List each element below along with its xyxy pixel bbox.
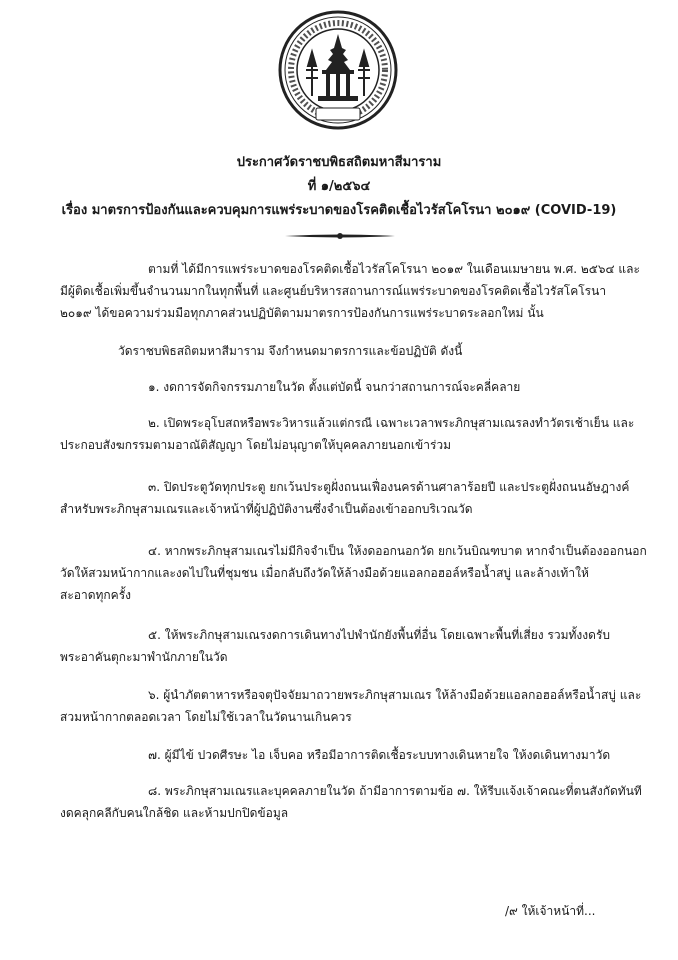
measure-line: ๓. ปิดประตูวัดทุกประตู ยกเว้นประตูฝั่งถนนเฟื่องนครด้านศาลาร้อยปี และประตูฝั่งถนนอัษฎางค์ (148, 480, 630, 494)
announcement-number: ที่ ๑/๒๕๖๔ (307, 179, 371, 194)
temple-seal-emblem (276, 8, 400, 132)
measure-item-7 (118, 744, 628, 766)
measure-line: ๕. ให้พระภิกษุสามเณรงดการเดินทางไปพำนักยังพื้นที่อื่น โดยเฉพาะพื้นที่เสี่ยง รวมทั้งงดรับ (148, 628, 611, 642)
intro-paragraph (60, 258, 640, 324)
intro-line: มีผู้ติดเชื้อเพิ่มขึ้นจำนวนมากในทุกพื้นที่ และศูนย์บริหารสถานการณ์แพร่ระบาดของโรคติดเชื้อไวรัสโคโรนา (60, 284, 607, 298)
measure-item-5 (60, 624, 628, 668)
measure-line: สะอาดทุกครั้ง (60, 588, 132, 602)
measure-item-8 (60, 780, 642, 824)
measure-item-4 (60, 540, 647, 606)
measure-line: สวมหน้ากากตลอดเวลา โดยไม่ใช้เวลาในวัดนานเกินควร (60, 710, 352, 724)
measure-line: ๑. งดการจัดกิจกรรมภายในวัด ตั้งแต่บัดนี้ จนกว่าสถานการณ์จะคลี่คลาย (148, 380, 521, 394)
measure-line: ประกอบสังฆกรรมตามอาณัติสัญญา โดยไม่อนุญาตให้บุคคลภายนอกเข้าร่วม (60, 438, 452, 452)
measure-line: งดคลุกคลีกับคนใกล้ชิด และห้ามปกปิดข้อมูล (60, 806, 289, 820)
measure-item-6 (60, 684, 642, 728)
measure-line: สำหรับพระภิกษุสามเณรและเจ้าหน้าที่ผู้ปฏิบัติงานซึ่งจำเป็นต้องเข้าออกบริเวณวัด (60, 502, 473, 516)
ornamental-divider (285, 232, 395, 240)
page-continuation: /๙ ให้เจ้าหน้าที่... (505, 904, 596, 918)
measure-item-1 (118, 376, 628, 398)
measure-line: ๗. ผู้มีไข้ ปวดศีรษะ ไอ เจ็บคอ หรือมีอาการติดเชื้อระบบทางเดินหายใจ ให้งดเดินทางมาวัด (148, 748, 611, 762)
announcement-subject: เรื่อง มาตรการป้องกันและควบคุมการแพร่ระบาดของโรคติดเชื้อไวรัสโคโรนา ๒๐๑๙ (COVID-19) (61, 203, 617, 218)
measure-line: วัดให้สวมหน้ากากและงดไปในที่ชุมชน เมื่อกลับถึงวัดให้ล้างมือด้วยแอลกอฮอล์หรือน้ำสบู่ และล้างเท้าให้ (60, 566, 589, 580)
measure-line: ๒. เปิดพระอุโบสถหรือพระวิหารแล้วแต่กรณี เฉพาะเวลาพระภิกษุสามเณรลงทำวัตรเช้าเย็น และ (148, 416, 635, 430)
measure-item-2 (60, 412, 635, 456)
intro-line: ตามที่ ได้มีการแพร่ระบาดของโรคติดเชื้อไวรัสโคโรนา ๒๐๑๙ ในเดือนเมษายน พ.ศ. ๒๕๖๔ และ (148, 262, 640, 276)
intro-line: ๒๐๑๙ ได้ขอความร่วมมือทุกภาคส่วนปฏิบัติตามมาตรการป้องกันการแพร่ระบาดระลอกใหม่ นั้น (60, 306, 544, 320)
measure-line: ๖. ผู้นำภัตตาหารหรือจตุปัจจัยมาถวายพระภิกษุสามเณร ให้ล้างมือด้วยแอลกอฮอล์หรือน้ำสบู่ และ (148, 688, 642, 702)
measure-line: พระอาคันตุกะมาพำนักภายในวัด (60, 650, 228, 664)
measure-item-3 (60, 476, 630, 520)
announcement-title: ประกาศวัดราชบพิธสถิตมหาสีมาราม (236, 155, 442, 170)
measure-line: ๔. หากพระภิกษุสามเณรไม่มีกิจจำเป็น ให้งดออกนอกวัด ยกเว้นบิณฑบาต หากจำเป็นต้องออกนอก (148, 544, 647, 558)
measure-line: ๘. พระภิกษุสามเณรและบุคคลภายในวัด ถ้ามีอาการตามข้อ ๗. ให้รีบแจ้งเจ้าคณะที่ตนสังกัดทันที (148, 784, 642, 798)
declaration-line: วัดราชบพิธสถิตมหาสีมาราม จึงกำหนดมาตรการและข้อปฏิบัติ ดังนี้ (118, 344, 463, 358)
declaration-paragraph (118, 340, 628, 362)
